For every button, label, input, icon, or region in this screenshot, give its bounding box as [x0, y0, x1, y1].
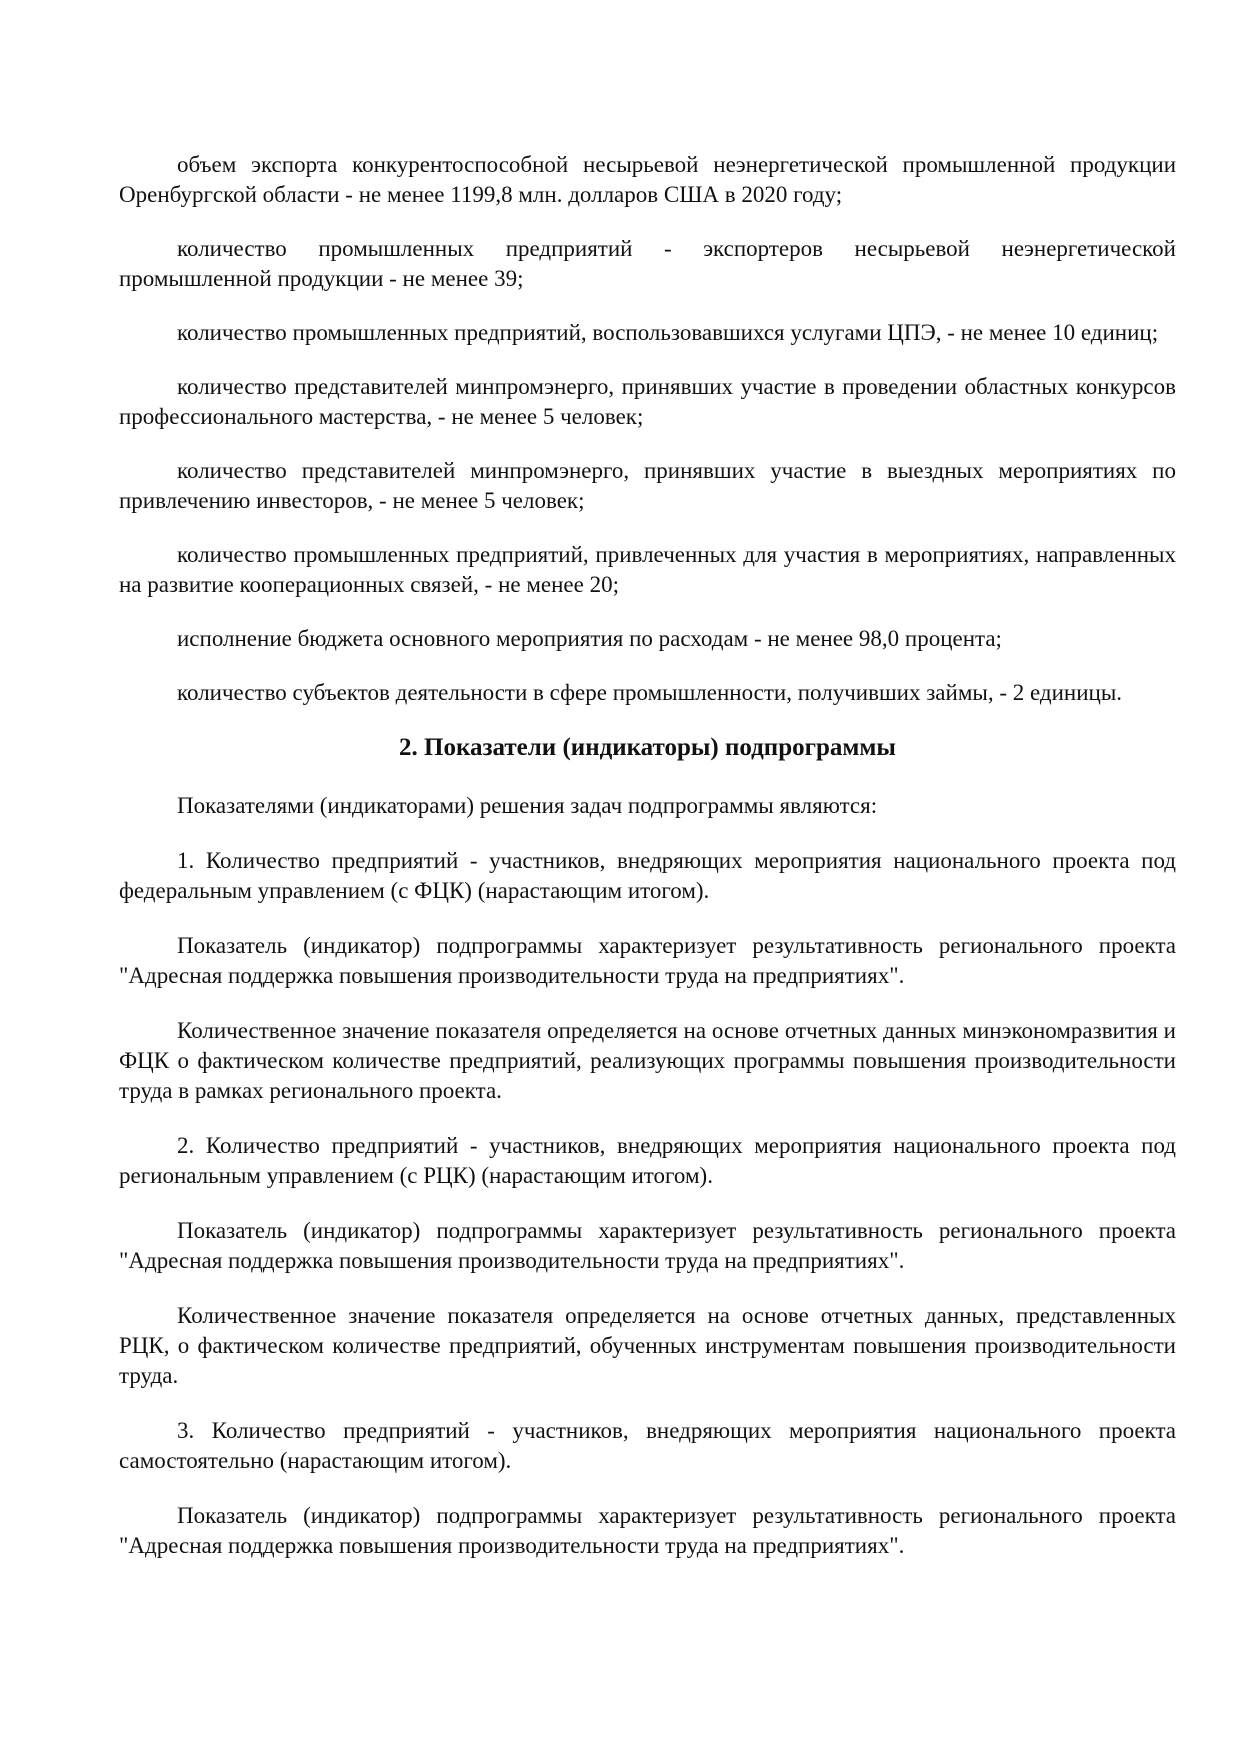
paragraph: 1. Количество предприятий - участников, внедряющих мероприятия национального проекта под федеральным управлением (с ФЦК) (нарастающим итогом).: [119, 848, 1176, 903]
paragraph: 3. Количество предприятий - участников, внедряющих мероприятия национального проекта самостоятельно (нарастающим итогом).: [119, 1418, 1176, 1473]
paragraph: количество субъектов деятельности в сфере промышленности, получивших займы, - 2 единицы.: [177, 680, 1123, 705]
paragraph: количество промышленных предприятий - экспортеров несырьевой неэнергетической промышленной продукции - не менее 39;: [119, 236, 1176, 291]
paragraph: Показатель (индикатор) подпрограммы характеризует результативность регионального проекта "Адресная поддержка повышения производительности труда на предприятиях".: [119, 1503, 1176, 1558]
paragraph: объем экспорта конкурентоспособной несырьевой неэнергетической промышленной продукции Оренбургской области - не менее 1199,8 млн. долларов США в 2020 году;: [119, 152, 1176, 207]
paragraph: количество представителей минпромэнерго, принявших участие в проведении областных конкурсов профессионального мастерства, - не менее 5 человек;: [119, 374, 1176, 429]
paragraph: количество промышленных предприятий, воспользовавшихся услугами ЦПЭ, - не менее 10 единиц;: [177, 320, 1159, 345]
paragraph: количество представителей минпромэнерго, принявших участие в выездных мероприятиях по привлечению инвесторов, - не менее 5 человек;: [119, 458, 1176, 513]
paragraph: количество промышленных предприятий, привлеченных для участия в мероприятиях, направленных на развитие кооперационных связей, - не менее 20;: [119, 542, 1176, 597]
paragraph: Показатель (индикатор) подпрограммы характеризует результативность регионального проекта "Адресная поддержка повышения производительности труда на предприятиях".: [119, 933, 1176, 988]
paragraph: Показателями (индикаторами) решения задач подпрограммы являются:: [177, 793, 878, 818]
paragraph: 2. Количество предприятий - участников, внедряющих мероприятия национального проекта под региональным управлением (с РЦК) (нарастающим итогом).: [119, 1133, 1176, 1188]
intro-block: [119, 150, 1176, 708]
paragraph: Показатель (индикатор) подпрограммы характеризует результативность регионального проекта "Адресная поддержка повышения производительности труда на предприятиях".: [119, 1218, 1176, 1273]
paragraph: исполнение бюджета основного мероприятия по расходам - не менее 98,0 процента;: [177, 626, 1002, 651]
section-block: [119, 791, 1176, 1561]
section-heading: 2. Показатели (индикаторы) подпрограммы: [399, 734, 896, 761]
document-page: [119, 150, 1176, 1586]
paragraph: Количественное значение показателя определяется на основе отчетных данных, представленных РЦК, о фактическом количестве предприятий, обученных инструментам повышения производительности труда.: [119, 1303, 1176, 1388]
paragraph: Количественное значение показателя определяется на основе отчетных данных минэкономразвития и ФЦК о фактическом количестве предприятий, реализующих программы повышения производительности труда в рамках регионального проекта.: [119, 1018, 1176, 1103]
